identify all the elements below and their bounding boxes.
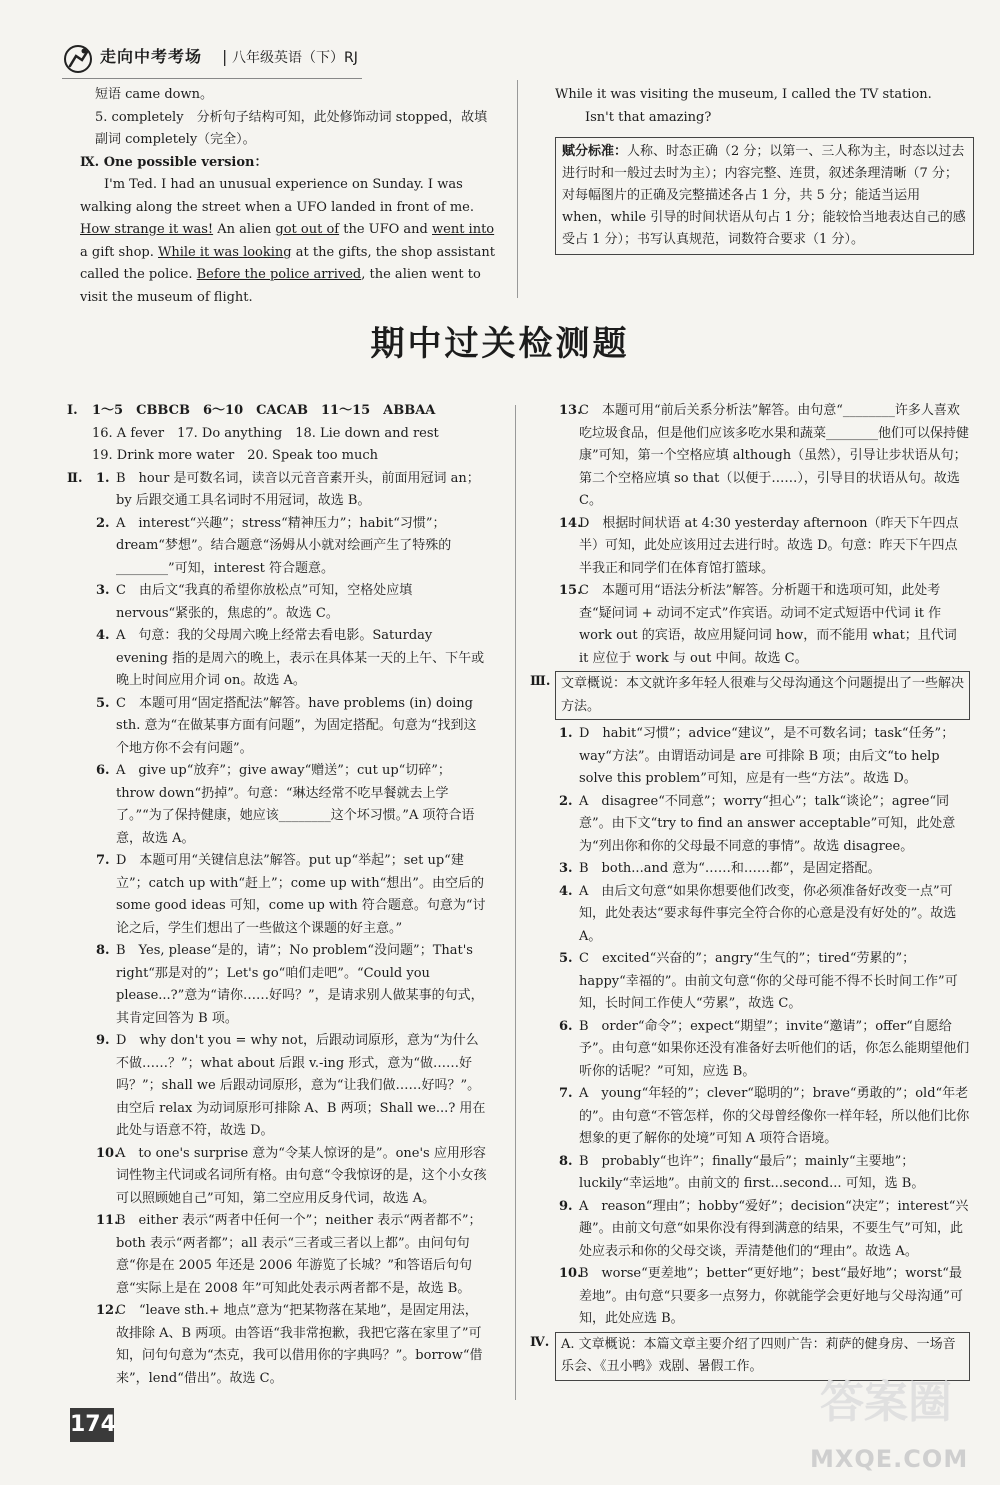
- watermark-logo-text: 答案圈: [820, 1377, 952, 1428]
- header-rule: [62, 78, 362, 79]
- answer-item-number: 13.: [559, 403, 582, 418]
- answer-item: [555, 1151, 970, 1196]
- answer-item-number: 11.: [96, 1213, 119, 1228]
- answer-item-number: 7.: [96, 853, 110, 868]
- answer-item-number: 4.: [96, 628, 110, 643]
- answer-item: [92, 1210, 487, 1300]
- watermark-url: MXQE.COM: [810, 1445, 969, 1473]
- essay-underline-3: went into: [432, 222, 495, 237]
- answer-item: [92, 850, 487, 940]
- page-number: 174: [70, 1408, 114, 1442]
- answer-item: [555, 791, 970, 859]
- section-4-number: Ⅳ.: [530, 1334, 550, 1350]
- section-3-summary-box: 文章概说：本文就许多年轻人很难与父母沟通这个问题提出了一些解决方法。: [555, 671, 970, 720]
- answer-item-text: C excited“兴奋的”；angry“生气的”；tired“劳累的”；happy“幸福的”。由前文句意“你的父母可能不得不长时间工作”可知，长时间工作使人“劳累”，故选 C。: [579, 951, 958, 1011]
- essay-line-1: While it was visiting the museum, I called the TV station.: [555, 87, 932, 102]
- answer-item: [555, 1083, 970, 1151]
- answer-key-line-2: 16. A fever 17. Do anything 18. Lie down and rest: [92, 425, 439, 441]
- answer-item-text: C 本题可用“固定搭配法”解答。have problems (in) doing sth. 意为“在做某事方面有问题”，为固定搭配。句意为“找到这个地方你不会有问题”。: [116, 695, 477, 756]
- sample-essay: [80, 174, 500, 309]
- section-4-summary-box: A. 文章概说：本篇文章主要介绍了四则广告：莉萨的健身房、一场音乐会、《丑小鸭》戏剧、暑假工作。: [555, 1332, 970, 1381]
- answer-item-text: C 本题可用“前后关系分析法”解答。由句意“________许多人喜欢吃垃圾食品，但是他们应该多吃水果和蔬菜________他们可以保持健康”可知，第一个空格应填 although（虽然），引导让步状语从句；第二个空格应填 so that（以便于……），引导目的状语从句。故选 C。: [579, 403, 970, 508]
- answer-item: [555, 1016, 970, 1084]
- answer-item-text: A 由后文句意“如果你想要他们改变，你必须准备好改变一点”可知，此处表达“要求每件事完全符合你的心意是没有好处的”。故选 A。: [579, 883, 957, 944]
- watermark: [800, 1377, 990, 1480]
- answer-item-text: B order“命令”；expect“期望”；invite“邀请”；offer“自愿给予”。由句意“如果你还没有准备好去听他们的话，你怎么能期望他们听你的话呢？”可知，应选 B。: [579, 1018, 970, 1079]
- answer-item-text: A disagree“不同意”；worry“担心”；talk“谈论”；agree“同意”。由下文“try to find an answer acceptable”可知，此处意为“列出你和你的父母最不同意的事情”。故选 disagree。: [579, 793, 956, 854]
- answer-item-text: B worse“更差地”；better“更好地”；best“最好地”；worst“最差地”。由句意“只要多一点努力，你就能学会更好地与父母沟通”可知，此处应选 B。: [579, 1266, 963, 1326]
- prev-answers-left: [80, 84, 500, 309]
- section-ix-label: Ⅸ. One possible version：: [80, 154, 268, 170]
- answer-item: [555, 1196, 970, 1264]
- answer-item-text: C 本题可用“语法分析法”解答。分析题干和选项可知，此处考查“疑问词 + 动词不定式”作宾语。动词不定式短语中代词 it 作 work out 的宾语，故应用疑问词 how，而不能用 what；且代词 it 应位于 work 与 out 中间。故选 C。: [579, 583, 957, 666]
- answer-item-number: 8.: [559, 1153, 573, 1169]
- left-column: [67, 400, 487, 1390]
- column-divider-top: [517, 80, 518, 298]
- essay-text-f: , the alien went to visit the museum of flight.: [80, 267, 481, 305]
- answer-item-text: B both...and 意为“……和……都”，是固定搭配。: [579, 861, 881, 876]
- page-header: [62, 42, 482, 76]
- header-separator: |: [222, 47, 228, 66]
- answer-item-number: 2.: [96, 515, 110, 531]
- answer-item: [92, 1143, 487, 1211]
- essay-underline-5: Before the police arrived: [196, 267, 362, 282]
- answer-item: [555, 858, 970, 881]
- answer-item-number: 2.: [559, 793, 573, 809]
- answer-item: [555, 513, 970, 581]
- section-4: [530, 1332, 970, 1381]
- answer-item-text: C 由后文“我真的希望你放松点”可知，空格处应填 nervous“紧张的，焦虑的”。故选 C。: [116, 583, 413, 621]
- runner-logo-icon: [62, 44, 94, 74]
- answer-key-line-3: 19. Drink more water 20. Speak too much: [92, 448, 379, 463]
- answer-item-text: D habit“习惯”；advice“建议”，是不可数名词；task“任务”；way“方法”。由谓语动词是 are 可排除 B 项；由后文“to help solve this problem”可知，应是有一些“方法”。故选 D。: [579, 726, 955, 786]
- answer-item: [555, 948, 970, 1016]
- answer-item-number: 14.: [559, 515, 582, 531]
- answer-item-number: 9.: [96, 1033, 110, 1048]
- answer-item-text: B probably“也许”；finally“最后”；mainly“主要地”；luckily“幸运地”。由前文的 first...second... 可知，选 B。: [579, 1153, 925, 1191]
- essay-text-b: An alien: [213, 222, 276, 237]
- answer-item-number: 10.: [559, 1266, 582, 1281]
- answer-item: [92, 760, 487, 850]
- answer-item-text: D 本题可用“关键信息法”解答。put up“举起”；set up“建立”；catch up with“赶上”；come up with“想出”。由空后的 some good ideas 可知，come up with 符合题意。句意为“讨论之后，学生们想出了一些做这个课题的好主意。”: [116, 853, 486, 936]
- essay-underline-2: got out of: [275, 222, 340, 237]
- page-title: 期中过关检测题: [370, 324, 630, 364]
- answer-item-text: A to one's surprise 意为“令某人惊讶的是”。one's 应用形容词性物主代词或名词所有格。由句意“令我惊讶的是，这个小女孩可以照顾她自己”可知，第二空应用反身代词，故选 A。: [116, 1145, 487, 1206]
- answer-item: [555, 723, 970, 791]
- answer-item-text: A interest“兴趣”；stress“精神压力”；habit“习惯”；dream“梦想”。结合题意“汤姆从小就对绘画产生了特殊的________”可知，interest 符合题意。: [116, 515, 452, 576]
- answer-item: [92, 513, 487, 581]
- section-2-items-continued: [530, 400, 970, 670]
- answer-item-number: 1.: [559, 726, 573, 741]
- section-3-items: [530, 723, 970, 1331]
- right-column: [530, 400, 970, 1384]
- answer-item-text: A reason“理由”；hobby“爱好”；decision“决定”；interest“兴趣”。由前文句意“如果你没有得到满意的结果，不要生气”可知，此处应表示和你的父母交谈，弄清楚他们的“理由”。故选 A。: [579, 1198, 969, 1259]
- answer-item-text: B Yes, please“是的，请”；No problem“没问题”；That's right“那是对的”；Let's go“咱们走吧”。“Could you please...?”意为“请你……好吗？”，是请求别人做某事的句式，其肯定回答为 B 项。: [116, 943, 484, 1026]
- answer-item: [92, 468, 487, 513]
- answer-item: [555, 1263, 970, 1331]
- answer-item-number: 3.: [96, 583, 110, 598]
- series-title: 走向中考考场: [100, 47, 203, 66]
- answer-item-text: A 句意：我的父母周六晚上经常去看电影。Saturday evening 指的是周六的晚上，表示在具体某一天的上午、下午或晚上时间应用介词 on。故选 A。: [116, 628, 485, 688]
- answer-item-number: 10.: [96, 1145, 119, 1161]
- essay-text-d: a gift shop.: [80, 244, 158, 260]
- answer-item-number: 4.: [559, 883, 573, 899]
- answer-item: [92, 580, 487, 625]
- answer-item: [92, 1030, 487, 1143]
- answer-item-text: A give up“放弃”；give away“赠送”；cut up“切碎”；throw down“扔掉”。句意：“琳达经常不吃早餐就去上学了。”“为了保持健康，她应该________这个坏习惯。”A 项符合语意，故选 A。: [116, 763, 475, 846]
- scoring-text: 人称、时态正确（2 分；以第一、三人称为主，时态以过去进行时和一般过去时为主）；内容完整、连贯，叙述条理清晰（7 分；对每幅图片的正确及完整描述各占 1 分，共 5 分；能适当运用 when，while 引导的时间状语从句占 1 分；能较恰当地表达自己的感受占 1 分）；书写认真规范，词数符合要求（1 分）。: [562, 144, 966, 247]
- answer-item-text: C “leave sth.+ 地点”意为“把某物落在某地”，是固定用法，故排除 A、B 两项。由答语“我非常抱歉，我把它落在家里了”可知，问句句意为“杰克，我可以借用你的字典吗？”。borrow“借来”，lend“借出”。故选 C。: [116, 1303, 483, 1386]
- answer-item-text: D why don't you = why not，后跟动词原形，意为“为什么不做……？”；what about 后跟 v.-ing 形式，意为“做……好吗？”；shall we 后跟动词原形，意为“让我们做……好吗？”。由空后 relax 为动词原形可排除 A、B 两项；Shall we...? 用在此处与语意不符，故选 D。: [116, 1033, 486, 1138]
- answer-item-number: 7.: [559, 1086, 573, 1101]
- section-1: [67, 400, 487, 468]
- essay-underline-1: How strange it was!: [80, 222, 214, 237]
- answer-item: [555, 881, 970, 949]
- answer-item-number: 15.: [559, 583, 582, 598]
- answer-item-number: 5.: [96, 695, 110, 711]
- answer-item: [92, 1300, 487, 1390]
- section-3: [530, 671, 970, 1331]
- prev-q5: 5. completely 分析句子结构可知，此处修饰动词 stopped，故填副词 completely（完全）。: [95, 109, 488, 147]
- prev-line-0: 短语 came down。: [95, 87, 213, 102]
- scoring-label: 赋分标准：: [562, 144, 628, 159]
- answer-item-text: B hour 是可数名词，读音以元音音素开头，前面用冠词 an；by 后跟交通工具名词时不用冠词，故选 B。: [116, 470, 480, 508]
- answer-item-number: 3.: [559, 861, 573, 876]
- answer-item-text: D 根据时间状语 at 4:30 yesterday afternoon（昨天下午四点半）可知，此处应该用过去进行时。故选 D。句意：昨天下午四点半我正和同学们在体育馆打篮球。: [579, 515, 959, 576]
- answer-item: [92, 940, 487, 1030]
- essay-line-2: Isn't that amazing?: [585, 109, 712, 125]
- book-title: 八年级英语（下）RJ: [232, 50, 358, 66]
- essay-underline-4: While it was looking: [158, 244, 292, 260]
- section-1-number: Ⅰ.: [67, 403, 78, 418]
- answer-item-number: 5.: [559, 951, 573, 966]
- answer-item-number: 12.: [96, 1303, 119, 1318]
- answer-item-number: 1.: [96, 470, 110, 486]
- answer-key-line-1: 1～5 CBBCB 6～10 CACAB 11～15 ABBAA: [92, 403, 436, 418]
- answer-item-number: 6.: [559, 1018, 573, 1034]
- essay-text-a: I'm Ted. I had an unusual experience on Sunday. I was walking along the street when a UFO landed in front of me.: [80, 177, 474, 215]
- essay-text-e: at the gifts, the shop assistant called the police.: [80, 244, 495, 282]
- scoring-criteria-box: [555, 137, 974, 255]
- answer-item-text: B either 表示“两者中任何一个”；neither 表示“两者都不”；both 表示“两者都”；all 表示“三者或三者以上都”。由问句句意“你是在 2005 年还是 2006 年游览了长城？”和答语后句句意“实际上是在 2008 年”可知此处表示两者都不是，故选 B。: [116, 1213, 482, 1296]
- answer-item: [555, 400, 970, 513]
- section-2-items: [67, 468, 487, 1391]
- answer-item: [92, 625, 487, 693]
- section-3-number: Ⅲ.: [530, 674, 551, 689]
- answer-item-number: 9.: [559, 1198, 573, 1214]
- section-2-number: Ⅱ.: [67, 470, 83, 486]
- answer-item-number: 8.: [96, 943, 110, 958]
- essay-text-c: the UFO and: [339, 222, 432, 237]
- answer-item: [92, 693, 487, 761]
- answer-item-text: A young“年轻的”；clever“聪明的”；brave“勇敢的”；old“年老的”。由句意“不管怎样，你的父母曾经像你一样年轻，所以他们比你想象的更了解你的处境”可知 A 项符合语境。: [579, 1086, 970, 1146]
- column-divider-main: [515, 405, 516, 1400]
- section-2-continued: [530, 400, 970, 670]
- prev-answers-right: [555, 84, 975, 255]
- answer-item-number: 6.: [96, 763, 110, 778]
- section-2: [67, 468, 487, 1391]
- answer-item: [555, 580, 970, 670]
